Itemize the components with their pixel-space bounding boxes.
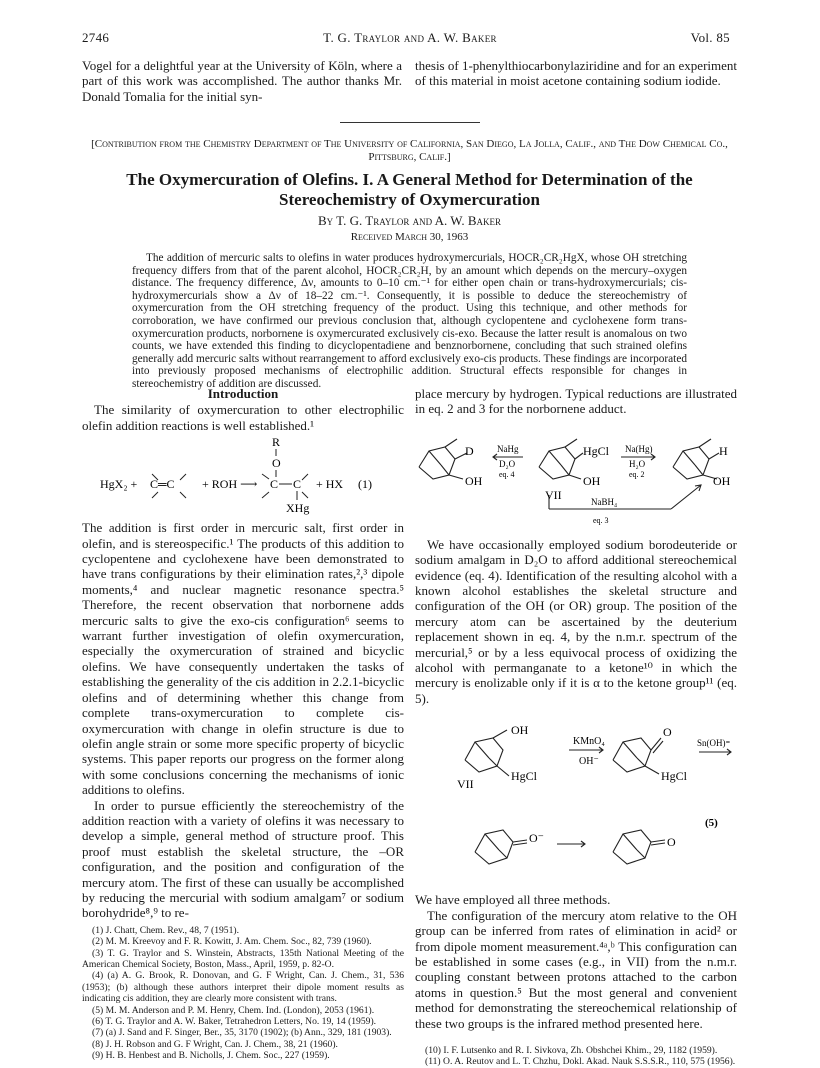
byline: By T. G. Traylor and A. W. Baker <box>317 213 502 228</box>
scheme1-h: H <box>719 443 728 458</box>
article-title: The Oxymercuration of Olefins. I. A General Method for Determination of the Stereochemistry of Oxymercuration <box>126 170 693 209</box>
eq1-roh: + ROH ⟶ <box>202 477 258 492</box>
separator-rule <box>340 122 480 123</box>
scheme1-nahg2: Na(Hg) <box>625 443 653 454</box>
scheme1-oh2: OH <box>583 473 601 488</box>
scheme1-hgcl: HgCl <box>583 443 610 458</box>
abstract <box>132 252 687 391</box>
footnote: (6) T. G. Traylor and A. W. Baker, Tetrahedron Letters, No. 19, 14 (1959). <box>92 1016 377 1028</box>
right-paragraph-1: place mercury by hydrogen. Typical reductions are illustrated in eq. 2 and 3 for the norbornene adduct. <box>415 386 737 417</box>
footnote: (9) H. B. Henbest and B. Nicholls, J. Chem. Soc., 227 (1959). <box>92 1050 330 1062</box>
eq1-r: R <box>272 436 281 450</box>
prev-article-left <box>82 58 402 104</box>
scheme2-o: O <box>663 725 672 740</box>
oxidation-scheme-figure <box>415 716 737 886</box>
scheme1-oh1: OH <box>465 473 483 488</box>
scheme2-ketone-o: O <box>667 835 676 850</box>
footnote: (8) J. H. Robson and G. F Wright, Can. J. Chem., 38, 21 (1960). <box>92 1038 338 1050</box>
scheme1-eq3: eq. 3 <box>593 515 609 525</box>
abstract-text: The addition of mercuric salts to olefins in water produces hydroxymercurials, HOCR₂CR₂HgX, whose OH stretching frequency differs from that of the parent alcohol, HOCR₂CR₂H, by an amount which depends on the mercury–oxygen distance. The frequency difference, Δν, amounts to 0–10 cm.⁻¹ for either open chain or trans-hydroxymercurials; cis-hydroxymercurials show a Δν of 18–22 cm.⁻¹. Consequently, it is possible to deduce the stereochemistry of oxymercuration from the OH stretching frequency of the product. Using this technique, and other methods for corroboration, we have confirmed our previous conclusion that, although cyclopentene and cyclohexene form trans-oxymercuration products, norbornene is oxymercurated exclusively cis-exo. Because the latter result is anomalous on two counts, we have extended this finding to dicyclopentadiene and benznorbornene, concluding that such strained olefins generally add mercuric salts without rearrangement to afford exclusively exo-cis products. These findings are incorporated into previously proposed mechanisms of electrophilic addition. Structural effects responsible for changes in stereochemistry of addition are discussed. <box>132 252 687 390</box>
scheme2-sn: Sn(OH)⁼ <box>697 738 731 749</box>
scheme1-d2o: D₂O <box>499 458 516 469</box>
footnote: (5) M. M. Anderson and P. M. Henry, Chem. Ind. (London), 2053 (1961). <box>92 1004 375 1016</box>
scheme1-d: D <box>465 443 474 458</box>
contribution-line: [Contribution from the Chemistry Department of The University of California, San Diego, La Jolla, Calif., and The Dow Chemical Co., Pittsburg, Calif.] <box>91 138 728 163</box>
reduction-scheme-figure <box>415 425 737 529</box>
right-paragraph-3: We have employed all three methods. <box>415 892 611 908</box>
scheme1-oh3: OH <box>713 473 731 488</box>
eq1-c1: C <box>270 477 279 492</box>
scheme1-h2o: H₂O <box>629 458 646 469</box>
intro-paragraph-1: The similarity of oxymercuration to other electrophilic olefin addition reactions is well established.¹ <box>82 402 404 433</box>
right-footnotes <box>415 1045 737 1068</box>
scheme1-eq2: eq. 2 <box>629 469 645 479</box>
footnote: (2) M. M. Kreevoy and F. R. Kowitt, J. Am. Chem. Soc., 82, 739 (1960). <box>92 936 372 948</box>
received-date: Received March 30, 1963 <box>350 231 469 243</box>
prev-article-left-text: Vogel for a delightful year at the University of Köln, where a part of this work was accomplished. The author thanks Mr. Donald Tomalia for the initial syn- <box>82 58 402 104</box>
section-heading-introduction: Introduction <box>207 386 279 401</box>
scheme2-oh: OH <box>511 723 529 738</box>
scheme1-vii: VII <box>545 487 562 502</box>
scheme2-hgcl: HgCl <box>511 769 538 784</box>
eq1-o: O <box>272 456 281 471</box>
scheme2-number: (5) <box>705 817 718 830</box>
intro-paragraph-3: In order to pursue efficiently the stereochemistry of the addition reaction with a variety of olefins it was necessary to develop a simple, general method of structure proof. This proof must establish the skeletal structure, the –OR configuration, and the position and configuration of the mercury atom. The first of these can usually be accomplished by reducing the mercurial with sodium amalgam⁷ or sodium borohydride⁸,⁹ to re- <box>82 797 404 921</box>
right-paragraph-2: We have occasionally employed sodium borodeuteride or sodium amalgam in D₂O to afford additional stereochemical evidence (eq. 4). Identification of the resulting alcohol with a known alcohol establishes the skeletal structure and configuration of the OH (or OR) group. The position of the mercury atom can be ascertained by the deuterium replacement shown in eq. 4, by the n.m.r. spectrum of the mercurial,⁵ or by a less equivocal process of oxidizing the alcohol with permanganate to a ketone¹⁰ in which the mercury is enolizable only if it is α to the ketone group¹¹ (eq. 5). <box>415 536 737 706</box>
running-authors: T. G. Traylor and A. W. Baker <box>323 30 497 45</box>
scheme1-nabh4: NaBH₄ <box>591 496 618 507</box>
intro-paragraph-2: The addition is first order in mercuric salt, first order in olefin, and is stereospecific.¹ The products of this addition to cyclopentene and cyclohexene have been demonstrated to have trans configurations by their elimination rates,²,³ dipole moments,⁴ and nuclear magnetic resonance spectra.⁵ Therefore, the recent observation that norbornene adds mercuric salts to give the exo-cis configuration⁶ seems to warrant further investigation of olefin oxymercuration, especially the oxymercuration of strained and bicyclic olefins. We have consequently undertaken the tasks of establishing the generality of the cis addition in 2.2.1-bicyclic olefins and of determining whether this change from complete trans-oxymercuration to complete cis-oxymercuration with change in olefin structure is due to olefin angle strain or some more specific property of bicyclic systems. This paper reports our progress on the former along with some conclusions concerning the mechanisms of ionic additions to olefins. <box>82 520 404 798</box>
eq1-c2: C <box>293 477 302 492</box>
page-number: 2746 <box>82 30 110 45</box>
volume-number: Vol. 85 <box>690 30 730 45</box>
left-column <box>82 386 404 1062</box>
scheme2-enolate-o: O⁻ <box>529 831 544 846</box>
footnote: (1) J. Chatt, Chem. Rev., 48, 7 (1951). <box>92 924 239 936</box>
eq1-hx: + HX <box>316 477 344 492</box>
right-column <box>415 386 737 1068</box>
scheme1-nahg: NaHg <box>497 443 519 454</box>
prev-article-right-text: thesis of 1-phenylthiocarbonylaziridine and for an experiment of this material in moist acetone containing sodium iodide. <box>415 58 738 89</box>
footnote: (11) O. A. Reutov and L. T. Chzhu, Dokl. Akad. Nauk S.S.S.R., 110, 575 (1956). <box>425 1056 736 1068</box>
scheme1-eq4: eq. 4 <box>499 469 515 479</box>
prev-article-right <box>415 58 737 89</box>
eq1-number: (1) <box>358 477 372 492</box>
footnote: (7) (a) J. Sand and F. Singer, Ber., 35, 3170 (1902); (b) Ann., 329, 181 (1903). <box>92 1027 392 1039</box>
footnote: (4) (a) A. G. Brook, R. Donovan, and G. F Wright, Can. J. Chem., 31, 536 (1953); (b) although these authors interpret their dipole moment results as indicating cis addition, they are clearly more consistent with trans. <box>82 970 404 1005</box>
footnote: (10) I. F. Lutsenko and R. I. Sivkova, Zh. Obshchei Khim., 29, 1182 (1959). <box>425 1044 718 1056</box>
equation-1-figure <box>82 436 404 518</box>
scheme2-oh-catalyst: OH⁻ <box>579 756 599 768</box>
eq1-hgx2: HgX₂ + <box>100 477 138 492</box>
scheme2-kmno4: KMnO₄ <box>573 736 605 748</box>
left-footnotes <box>82 925 404 1062</box>
scheme2-vii: VII <box>457 777 474 792</box>
footnote: (3) T. G. Traylor and S. Winstein, Abstracts, 135th National Meeting of the American Chemical Society, Boston, Mass., April, 1959, p. 82-O. <box>82 947 404 970</box>
eq1-xhg: XHg <box>286 501 310 516</box>
right-paragraph-4: The configuration of the mercury atom relative to the OH group can be inferred from rates of elimination in acid² or from dipole moment measurement.⁴ᵃ,ᵇ This configuration can be established in some cases (e.g., in VII) from the n.m.r. coupling constant between protons attached to the carbon atoms in question.⁵ But the most general and convenient method for demonstrating the stereochemical relationship of these two groups is the infrared method presented here. <box>415 907 737 1031</box>
eq1-olefin: C═C <box>150 477 175 492</box>
scheme2-hgcl-product: HgCl <box>661 769 688 784</box>
